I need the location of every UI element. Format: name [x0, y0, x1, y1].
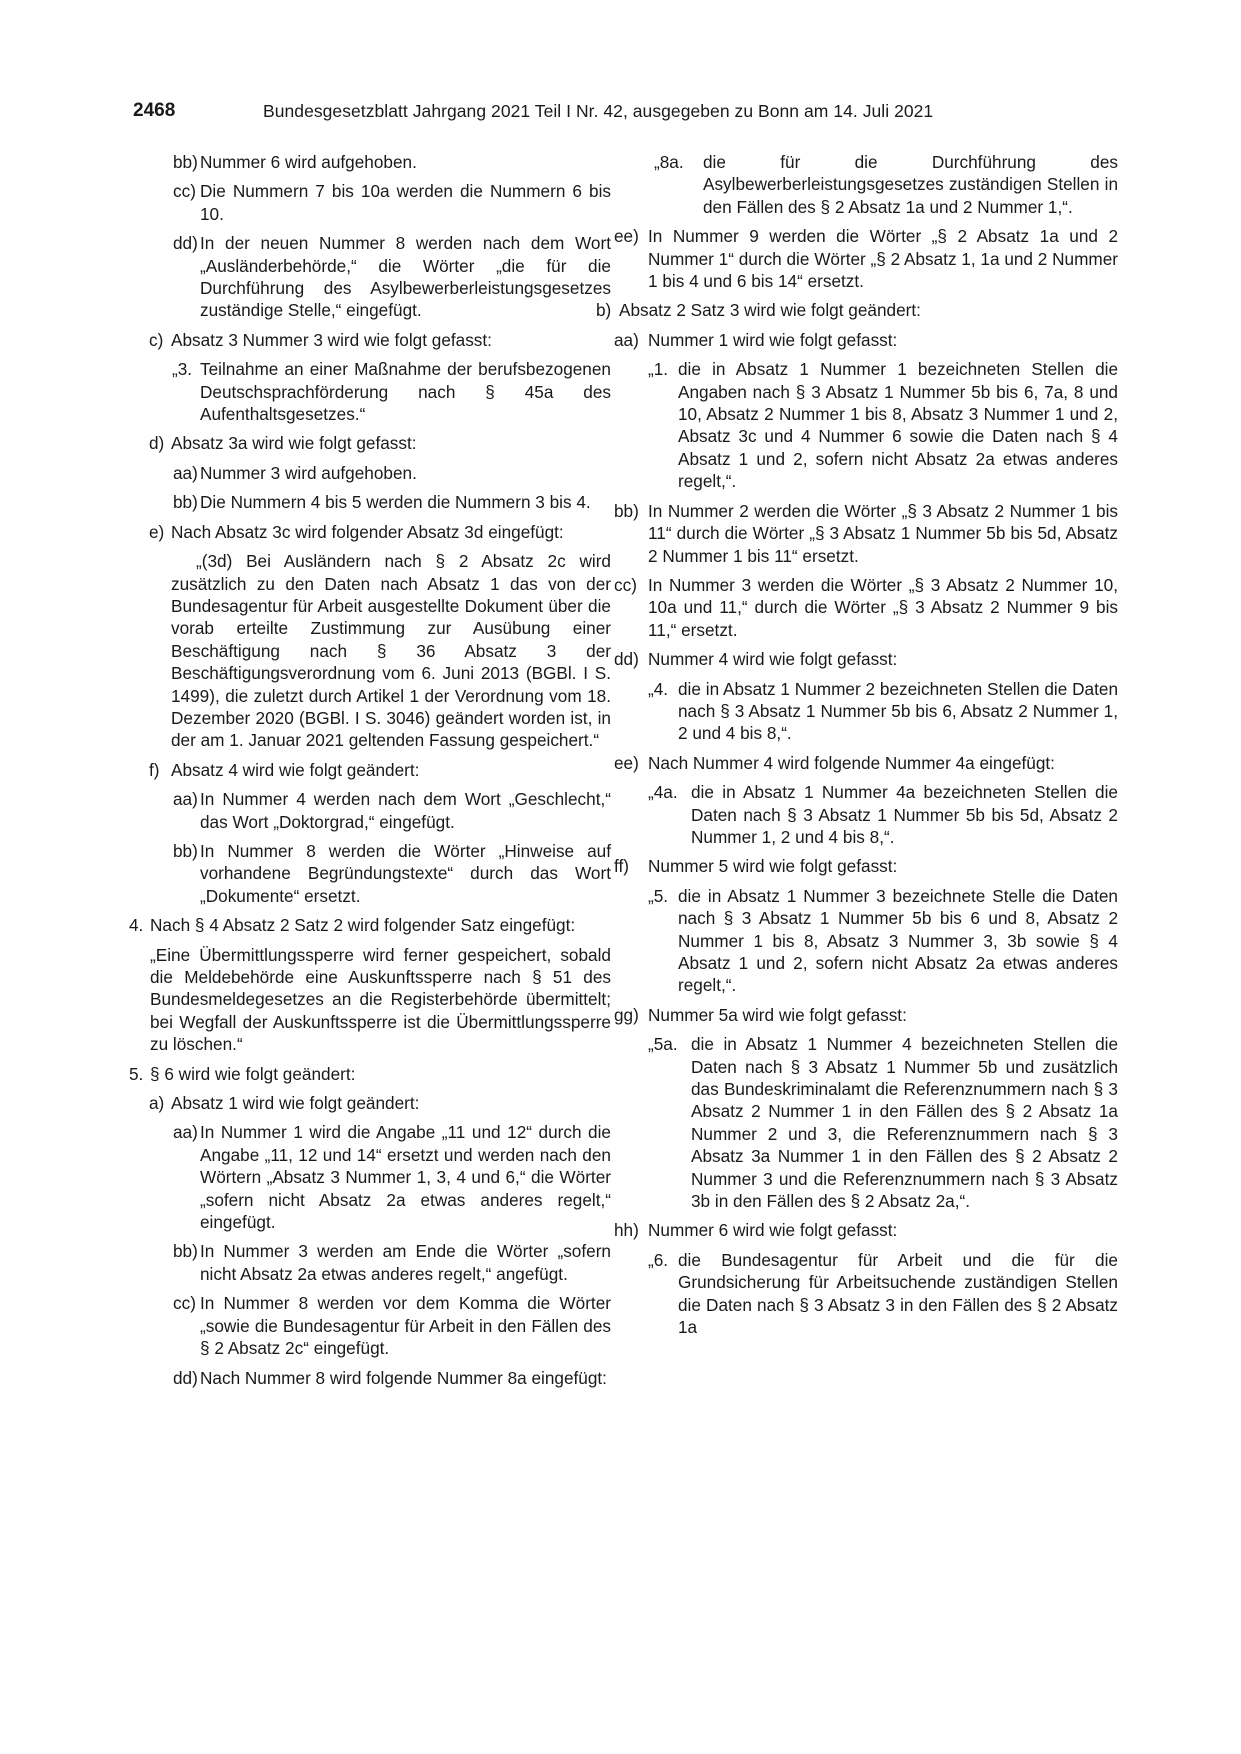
list-item — [133, 1367, 611, 1389]
item-label: „5a. — [648, 1034, 678, 1055]
item-label: „6. — [648, 1249, 669, 1270]
item-text: die für die Durchführung des Asylbewerberleistungsgesetzes zuständigen Stellen in den Fällen des § 2 Absatz 1a und 2 Nummer 1,“. — [703, 152, 1118, 217]
item-text: In Nummer 8 werden vor dem Komma die Wörter „sowie die Bundesagentur für Arbeit in den Fällen des § 2 Absatz 2c“ eingefügt. — [200, 1293, 611, 1359]
list-item — [133, 232, 611, 322]
list-item — [614, 329, 1118, 351]
list-item — [133, 521, 611, 543]
item-label: dd) — [173, 233, 198, 254]
item-label: d) — [149, 433, 165, 454]
quoted-item — [648, 678, 1118, 745]
item-text: In Nummer 9 werden die Wörter „§ 2 Absatz 1a und 2 Nummer 1“ durch die Wörter „§ 2 Absatz 1, 1a und 2 Nummer 1 bis 4 und 6 bis 14“ ersetzt. — [648, 226, 1118, 292]
item-text: Teilnahme an einer Maßnahme der berufsbezogenen Deutschsprachförderung nach § 45a des Aufenthaltsgesetzes.“ — [200, 359, 611, 425]
list-item — [133, 840, 611, 907]
list-item — [133, 1292, 611, 1359]
list-item — [133, 759, 611, 781]
quoted-item — [648, 781, 1118, 848]
item-label: bb) — [173, 840, 198, 861]
item-text: die Bundesagentur für Arbeit und die für die Grundsicherung für Arbeitsuchende zuständigen Stellen die Daten nach § 3 Absatz 3 in den Fällen des § 2 Absatz 1a — [678, 1249, 1118, 1338]
item-text: In Nummer 8 werden die Wörter „Hinweise auf vorhandene Begründungstexte“ durch das Wort „Dokumente“ ersetzt. — [200, 840, 611, 906]
quoted-item — [648, 885, 1118, 997]
item-text: Nummer 3 wird aufgehoben. — [200, 462, 417, 483]
item-text: In Nummer 1 wird die Angabe „11 und 12“ durch die Angabe „11, 12 und 14“ ersetzt und werden nach den Wörtern „Absatz 3 Nummer 1, 3, 4 und 6,“ die Wörter „sofern nicht Absatz 2a etwas anderes regelt,“ eingefügt. — [200, 1122, 611, 1233]
list-item — [133, 462, 611, 484]
item-text: die in Absatz 1 Nummer 2 bezeichneten Stellen die Daten nach § 3 Absatz 1 Nummer 5b bis 6, Absatz 2 Nummer 1, 2 und 4 bis 8,“. — [678, 678, 1118, 744]
item-label: ee) — [614, 226, 639, 247]
list-item — [133, 1092, 611, 1114]
item-label: aa) — [173, 462, 198, 483]
item-label: ee) — [614, 752, 639, 773]
quoted-item — [648, 1249, 1118, 1339]
item-label: f) — [149, 759, 160, 780]
item-text: die in Absatz 1 Nummer 4a bezeichneten Stellen die Daten nach § 3 Absatz 1 Nummer 5b bis 5d, Absatz 2 Nummer 1, 2 und 4 bis 8,“. — [691, 782, 1118, 847]
item-label: bb) — [173, 492, 198, 513]
right-column — [596, 151, 1118, 1339]
list-item — [133, 491, 611, 513]
item-label: e) — [149, 521, 165, 542]
item-text: Absatz 1 wird wie folgt geändert: — [171, 1093, 420, 1114]
item-text: Absatz 2 Satz 3 wird wie folgt geändert: — [619, 300, 921, 321]
list-item — [614, 500, 1118, 567]
quote-text: „Eine Übermittlungssperre wird ferner gespeichert, sobald die Meldebehörde eine Auskunftssperre nach § 51 des Bundesmeldegesetzes an die Registerbehörde übermittelt; bei Wegfall der Auskunftssperre ist die Übermittlungssperre zu löschen.“ — [150, 944, 611, 1055]
item-label: aa) — [173, 1122, 198, 1143]
item-label: b) — [596, 300, 612, 321]
quoted-item — [648, 1033, 1118, 1212]
item-text: Absatz 3 Nummer 3 wird wie folgt gefasst: — [171, 329, 492, 350]
item-label: „3. — [172, 359, 193, 380]
list-item — [133, 151, 611, 173]
item-text: die in Absatz 1 Nummer 1 bezeichneten Stellen die Angaben nach § 3 Absatz 1 Nummer 5b bis 6, 7a, 8 und 10, Absatz 2 Nummer 1 bis 8, Absatz 3 Nummer 1 und 2, Absatz 3c und 4 Nummer 6 sowie die Daten nach § 4 Absatz 1 und 2, sofern nicht Absatz 2a etwas anderes regelt,“. — [678, 359, 1118, 492]
list-item — [614, 855, 1118, 877]
quote-text: „(3d) Bei Ausländern nach § 2 Absatz 2c wird zusätzlich zu den Daten nach Absatz 1 das von der Bundesagentur für Arbeit ausgestellte Dokument über die vorab erteilte Zustimmung zur Ausübung einer Beschäftigung nach § 36 Absatz 3 der Beschäftigungsverordnung vom 6. Juni 2013 (BGBl. I S. 1499), die zuletzt durch Artikel 1 der Verordnung vom 18. Dezember 2020 (BGBl. I S. 3046) geändert worden ist, in der am 1. Januar 2021 geltenden Fassung gespeichert.“ — [171, 551, 611, 751]
item-label: a) — [149, 1093, 165, 1114]
item-label: „1. — [648, 359, 669, 380]
list-item — [133, 1240, 611, 1285]
list-item — [133, 180, 611, 225]
item-text: Nummer 6 wird wie folgt gefasst: — [648, 1220, 898, 1241]
item-text: Nach Nummer 4 wird folgende Nummer 4a eingefügt: — [648, 752, 1055, 773]
item-label: cc) — [614, 574, 637, 595]
item-label: aa) — [614, 329, 639, 350]
item-label: dd) — [614, 649, 639, 670]
item-label: „4. — [648, 678, 669, 699]
item-text: Nach Absatz 3c wird folgender Absatz 3d eingefügt: — [171, 521, 564, 542]
list-item — [614, 1219, 1118, 1241]
item-label: bb) — [173, 1241, 198, 1262]
list-item — [129, 914, 611, 936]
item-label: aa) — [173, 789, 198, 810]
list-item — [133, 1121, 611, 1233]
item-text: Nummer 5a wird wie folgt gefasst: — [648, 1004, 907, 1025]
item-text: Nummer 5 wird wie folgt gefasst: — [648, 856, 898, 877]
header-title: Bundesgesetzblatt Jahrgang 2021 Teil I Nr. 42, ausgegeben zu Bonn am 14. Juli 2021 — [263, 101, 934, 121]
item-label: 5. — [129, 1063, 144, 1084]
item-label: bb) — [614, 500, 639, 521]
item-text: Nach § 4 Absatz 2 Satz 2 wird folgender Satz eingefügt: — [150, 915, 576, 936]
quoted-item — [654, 151, 1118, 218]
item-label: dd) — [173, 1367, 198, 1388]
item-label: hh) — [614, 1220, 639, 1241]
list-item — [614, 648, 1118, 670]
list-item — [596, 299, 1118, 321]
quoted-paragraph — [133, 550, 611, 752]
quoted-item — [133, 358, 611, 425]
item-label: „5. — [648, 885, 669, 906]
item-label: „8a. — [654, 152, 684, 172]
item-text: die in Absatz 1 Nummer 4 bezeichneten Stellen die Daten nach § 3 Absatz 1 Nummer 5b und zusätzlich das Bundeskriminalamt die Referenznummern nach § 3 Absatz 2 Nummer 1 in den Fällen des § 2 Absatz 1a Nummer 2 und 3, die Referenznummern nach § 3 Absatz 3a Nummer 1 in den Fällen des § 2 Absatz 2 Nummer 3 und die Referenznummern nach § 3 Absatz 3b in den Fällen des § 2 Absatz 2a,“. — [691, 1034, 1118, 1212]
list-item — [614, 752, 1118, 774]
quoted-item — [648, 358, 1118, 492]
list-item — [614, 574, 1118, 641]
item-text: In Nummer 4 werden nach dem Wort „Geschlecht,“ das Wort „Doktorgrad,“ eingefügt. — [200, 789, 611, 832]
item-text: § 6 wird wie folgt geändert: — [150, 1063, 356, 1084]
item-label: cc) — [173, 1293, 196, 1314]
item-text: Nummer 1 wird wie folgt gefasst: — [648, 329, 898, 350]
item-text: Absatz 3a wird wie folgt gefasst: — [171, 433, 417, 454]
list-item — [133, 788, 611, 833]
list-item — [614, 1004, 1118, 1026]
item-text: Die Nummern 4 bis 5 werden die Nummern 3 bis 4. — [200, 492, 591, 513]
item-text: die in Absatz 1 Nummer 3 bezeichnete Stelle die Daten nach § 3 Absatz 1 Nummer 5b bis 6 und 8, Absatz 2 Nummer 1 bis 8, Absatz 3 Nummer 3, 3b sowie § 4 Absatz 1 und 2, sofern nicht Absatz 2a etwas anderes regelt,“. — [678, 885, 1118, 996]
item-label: c) — [149, 329, 164, 350]
quoted-paragraph — [133, 944, 611, 1056]
list-item — [129, 1063, 611, 1085]
item-text: In Nummer 3 werden die Wörter „§ 3 Absatz 2 Nummer 10, 10a und 11,“ durch die Wörter „§ 3 Absatz 2 Nummer 9 bis 11,“ ersetzt. — [648, 574, 1118, 640]
item-text: Nach Nummer 8 wird folgende Nummer 8a eingefügt: — [200, 1367, 607, 1388]
item-text: Nummer 6 wird aufgehoben. — [200, 152, 417, 172]
list-item — [133, 329, 611, 351]
item-text: Nummer 4 wird wie folgt gefasst: — [648, 649, 898, 670]
item-label: gg) — [614, 1004, 639, 1025]
list-item — [133, 432, 611, 454]
item-text: Die Nummern 7 bis 10a werden die Nummern 6 bis 10. — [200, 181, 611, 224]
list-item — [614, 225, 1118, 292]
item-label: bb) — [173, 152, 198, 172]
item-text: In Nummer 2 werden die Wörter „§ 3 Absatz 2 Nummer 1 bis 11“ durch die Wörter „§ 3 Absatz 1 Nummer 5b bis 5d, Absatz 2 Nummer 1 bis 11“ ersetzt. — [648, 500, 1118, 566]
item-label: cc) — [173, 181, 196, 202]
item-label: „4a. — [648, 782, 678, 803]
page-number: 2468 — [133, 100, 176, 121]
item-text: In Nummer 3 werden am Ende die Wörter „sofern nicht Absatz 2a etwas anderes regelt,“ angefügt. — [200, 1241, 611, 1284]
item-text: In der neuen Nummer 8 werden nach dem Wort „Ausländerbehörde,“ die Wörter „die für die Durchführung des Asylbewerberleistungsgesetzes zuständige Stelle,“ eingefügt. — [200, 233, 611, 321]
page-header — [133, 100, 1113, 130]
left-column — [129, 151, 611, 1389]
item-label: ff) — [614, 856, 629, 877]
item-label: 4. — [129, 915, 144, 936]
item-text: Absatz 4 wird wie folgt geändert: — [171, 759, 420, 780]
